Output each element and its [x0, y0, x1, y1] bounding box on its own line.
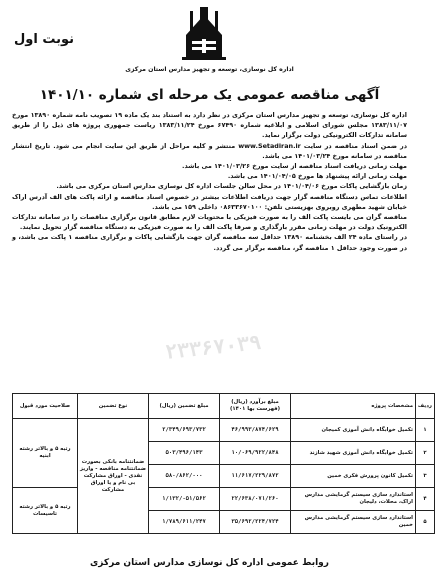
row-number: ۵	[416, 511, 435, 534]
guarantee-amount: ۵۸۰/۸۶۲/۰۰۰	[149, 465, 220, 488]
project-spec: تکمیل کانون پرورش فکری خمین	[291, 465, 416, 488]
guarantee-amount: ۲/۳۴۹/۶۹۳/۷۳۲	[149, 419, 220, 442]
organization-logo	[178, 5, 230, 63]
project-spec: تکمیل خوابگاه دانش آموزی شهید شازند	[291, 442, 416, 465]
header-guarantee-type: نوع تضمین	[78, 394, 149, 419]
guarantee-amount: ۱/۷۸۹/۶۱۱/۲۴۷	[149, 511, 220, 534]
header-qualification: صلاحیت مورد قبول	[13, 394, 78, 419]
phone-watermark: ۲۳۳۶۷۰۳۹	[164, 330, 263, 364]
header-row-number: ردیف	[416, 394, 435, 419]
paragraph-opening: زمان بازگشایی پاکات مورخ ۱۴۰۱/۰۴/۰۶ در محل سالن جلسات اداره کل نوسازی مدارس استان مرکزی می باشد.	[56, 182, 407, 191]
paragraph-contact: اطلاعات تماس دستگاه مناقصه گزار جهت دریافت اطلاعات بیشتر در خصوص اسناد مناقصه و ارائه پاکت های الف آدرس اراک خیابان شهید مطهری روبروی بهزیستی تلفن: ۰۸۶۳۳۶۷۰۱۰۰ داخلی ۱۵۹ می باشد.	[12, 192, 407, 211]
guarantee-amount: ۱/۱۳۲/۰۵۱/۵۶۲	[149, 488, 220, 511]
row-number: ۴	[416, 488, 435, 511]
project-spec: تکمیل خوابگاه دانش آموزی کمیجان	[291, 419, 416, 442]
project-spec: استاندارد سازی سیستم گرمایشی مدارس اراک، محلات، دلیجان	[291, 488, 416, 511]
header-estimated-cost: مبلغ برآورد (ریال) (فهرست بها ۱۴۰۱)	[220, 394, 291, 419]
row-number: ۱	[416, 419, 435, 442]
estimated-cost: ۲۲/۶۳۸/۰۷۱/۲۶۰	[220, 488, 291, 511]
projects-table	[12, 393, 435, 534]
paragraph-envelope: مناقصه گران می بایست پاکت الف را به صورت فیزیکی با محتویات لازم مطابق قانون برگزاری مناقصات را در سامانه تدارکات الکترونیک دولت در مهلت زمانی مقرر بارگذاری و صرفا پاکت الف را به صورت فیزیکی به دستگاه مناقصه گزار تحویل نمایند.	[12, 213, 407, 232]
table-header-row	[13, 394, 435, 419]
guarantee-type: ضمانتنامه بانکی بصورت ضمانتنامه مناقصه - واریز نقدی - اوراق مشارکت بی نام و یا اوراق مشارکت	[78, 419, 149, 534]
paragraph-minimum-bidders: در راستای ماده ۲۴ الف بخشنامه ۱۳۸۹۰ حداقل سه مناقصه گران جهت بازگشایی پاکات و برگزاری مناقصه ۱ پاکت می باشد، و در صورت وجود حداقل ۱ مناقصه گر، مناقصه برگزار می گردد.	[12, 233, 407, 252]
round-label: نوبت اول	[14, 32, 75, 47]
header-guarantee-amount: مبلغ تضمین (ریال)	[149, 394, 220, 419]
estimated-cost: ۳۵/۶۹۲/۲۲۴/۷۲۴	[220, 511, 291, 534]
header-project-spec: مشخصات پروژه	[291, 394, 416, 419]
paragraph-bid-deadline: مهلت زمانی ارائه پیشنهاد ها مورخ ۱۴۰۱/۰۴/۰۵ می باشد.	[227, 172, 407, 181]
table-row	[13, 488, 435, 511]
paragraph-intro: اداره کل نوسازی، توسعه و تجهیز مدارس استان مرکزی در نظر دارد به استناد بند یک ماده ۱۹ تصویب نامه شماره ۱۳۸۹۰ مورخ ۱۳۸۳/۱۱/۰۷ مجلس شورای اسلامی و ابلاغیه شماره ۶۷۴۹۰ مورخ ۱۳۸۳/۱۱/۲۴ ریاست جمهوری پروژه های ذیل را از طریق سامانه تدارکات الکترونیکی دولت برگزار نماید.	[12, 111, 408, 140]
organization-name: اداره کل نوسازی، توسعه و تجهیز مدارس استان مرکزی	[125, 66, 294, 73]
row-number: ۳	[416, 465, 435, 488]
paragraph-site: در ضمن اسناد مناقصه در سایت www.Setadiran.ir منتشر و کلیه مراحل از طریق این سایت انجام می شود. تاریخ انتشار مناقصه در سامانه مورخ ۱۴۰۱/۰۳/۲۴ می باشد.	[12, 141, 407, 160]
ad-title: آگهی مناقصه عمومی یک مرحله ای شماره ۱۴۰۱/۱۰	[39, 87, 380, 103]
qualification-building: رتبه ۵ و بالاتر رشته ابنیه	[13, 419, 78, 488]
public-relations-footer: روابط عمومی اداره کل نوسازی مدارس استان مرکزی	[90, 558, 329, 568]
guarantee-amount: ۵۰۳/۴۹۶/۱۴۳	[149, 442, 220, 465]
estimated-cost: ۱۰/۰۶۹/۹۲۲/۸۴۸	[220, 442, 291, 465]
estimated-cost: ۱۱/۶۱۷/۲۲۹/۸۷۲	[220, 465, 291, 488]
qualification-installations: رتبه ۵ و بالاتر رشته تاسیسات	[13, 488, 78, 534]
row-number: ۲	[416, 442, 435, 465]
project-spec: استاندارد سازی سیستم گرمایشی مدارس خمین	[291, 511, 416, 534]
table-row	[13, 419, 435, 442]
paragraph-doc-deadline: مهلت زمانی دریافت اسناد مناقصه از سایت مورخ ۱۴۰۱/۰۳/۲۶ می باشد.	[182, 162, 407, 171]
estimated-cost: ۴۶/۹۹۳/۸۷۴/۶۲۹	[220, 419, 291, 442]
